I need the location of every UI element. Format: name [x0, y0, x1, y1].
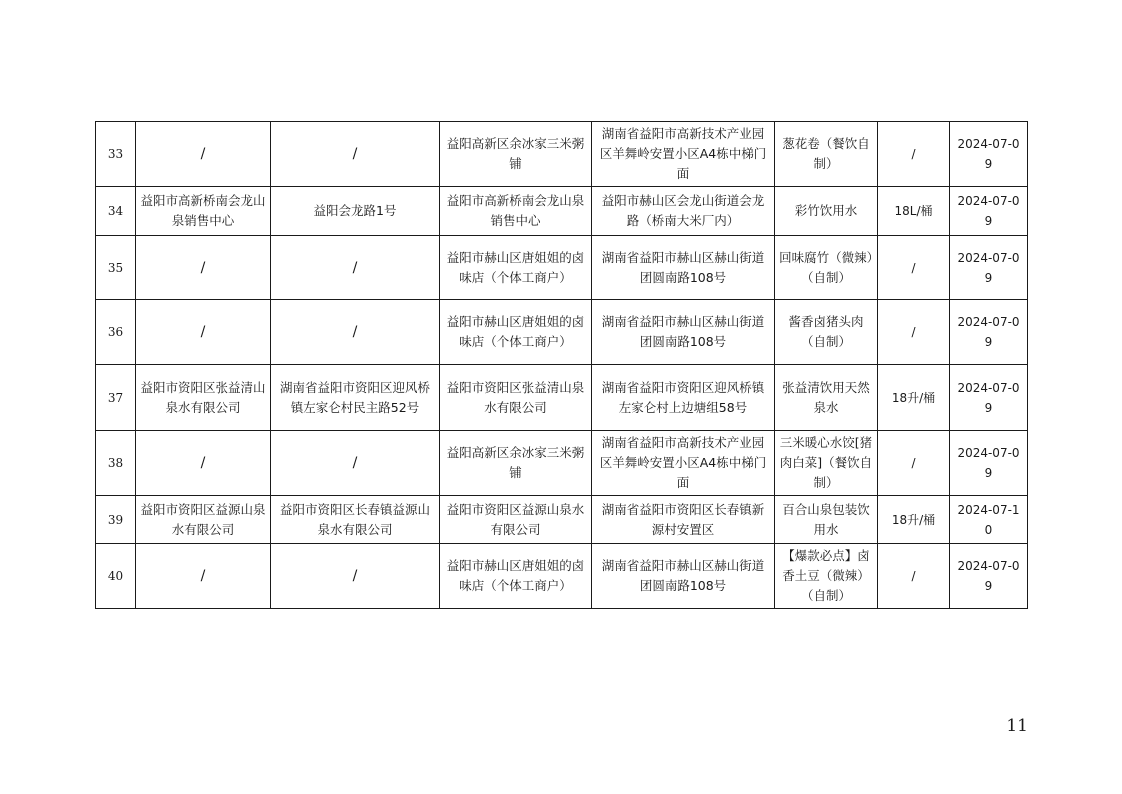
food-name-cell: 三米暖心水饺[猪肉白菜]（餐饮自制）: [775, 431, 878, 496]
sampled-unit-cell: 益阳高新区余冰家三米粥铺: [440, 122, 592, 187]
food-name-cell: 酱香卤猪头肉（自制）: [775, 300, 878, 365]
table-row: [96, 122, 1028, 187]
sampling-results-table: [95, 121, 1028, 609]
row-number-cell: 35: [96, 236, 136, 300]
producer-cell: 益阳市资阳区张益清山泉水有限公司: [136, 365, 271, 431]
producer-address-cell: /: [271, 431, 440, 496]
food-name-cell: 彩竹饮用水: [775, 187, 878, 236]
producer-address-cell: /: [271, 236, 440, 300]
producer-cell: /: [136, 236, 271, 300]
spec-cell: /: [878, 236, 950, 300]
sampled-address-cell: 益阳市赫山区会龙山街道会龙路（桥南大米厂内）: [592, 187, 775, 236]
sampled-address-cell: 湖南省益阳市高新技术产业园区羊舞岭安置小区A4栋中梯门面: [592, 122, 775, 187]
food-name-cell: 【爆款必点】卤香土豆（微辣）（自制）: [775, 544, 878, 609]
row-number-cell: 33: [96, 122, 136, 187]
date-cell: 2024-07-09: [950, 187, 1028, 236]
producer-address-cell: 益阳会龙路1号: [271, 187, 440, 236]
table-row: [96, 187, 1028, 236]
producer-cell: /: [136, 122, 271, 187]
date-cell: 2024-07-09: [950, 300, 1028, 365]
producer-address-cell: /: [271, 544, 440, 609]
date-cell: 2024-07-09: [950, 236, 1028, 300]
date-cell: 2024-07-10: [950, 496, 1028, 544]
table-row: [96, 496, 1028, 544]
producer-address-cell: /: [271, 300, 440, 365]
spec-cell: 18升/桶: [878, 496, 950, 544]
producer-cell: 益阳市高新桥南会龙山泉销售中心: [136, 187, 271, 236]
table-row: [96, 236, 1028, 300]
row-number-cell: 40: [96, 544, 136, 609]
page-number: 11: [1006, 716, 1028, 736]
date-cell: 2024-07-09: [950, 544, 1028, 609]
producer-address-cell: 益阳市资阳区长春镇益源山泉水有限公司: [271, 496, 440, 544]
row-number-cell: 39: [96, 496, 136, 544]
spec-cell: /: [878, 431, 950, 496]
producer-cell: /: [136, 300, 271, 365]
row-number-cell: 36: [96, 300, 136, 365]
sampled-unit-cell: 益阳市赫山区唐姐姐的卤味店（个体工商户）: [440, 236, 592, 300]
sampled-address-cell: 湖南省益阳市赫山区赫山街道团圆南路108号: [592, 236, 775, 300]
table-body: [96, 122, 1028, 609]
sampled-unit-cell: 益阳市高新桥南会龙山泉销售中心: [440, 187, 592, 236]
date-cell: 2024-07-09: [950, 122, 1028, 187]
sampled-unit-cell: 益阳高新区余冰家三米粥铺: [440, 431, 592, 496]
food-name-cell: 回味腐竹（微辣）（自制）: [775, 236, 878, 300]
table-row: [96, 431, 1028, 496]
spec-cell: /: [878, 122, 950, 187]
sampled-unit-cell: 益阳市赫山区唐姐姐的卤味店（个体工商户）: [440, 544, 592, 609]
food-name-cell: 葱花卷（餐饮自制）: [775, 122, 878, 187]
food-name-cell: 百合山泉包装饮用水: [775, 496, 878, 544]
producer-address-cell: 湖南省益阳市资阳区迎风桥镇左家仑村民主路52号: [271, 365, 440, 431]
spec-cell: /: [878, 544, 950, 609]
sampled-unit-cell: 益阳市赫山区唐姐姐的卤味店（个体工商户）: [440, 300, 592, 365]
sampled-address-cell: 湖南省益阳市资阳区迎风桥镇左家仑村上边塘组58号: [592, 365, 775, 431]
date-cell: 2024-07-09: [950, 431, 1028, 496]
spec-cell: 18L/桶: [878, 187, 950, 236]
producer-cell: /: [136, 544, 271, 609]
sampled-address-cell: 湖南省益阳市赫山区赫山街道团圆南路108号: [592, 300, 775, 365]
date-cell: 2024-07-09: [950, 365, 1028, 431]
sampled-address-cell: 湖南省益阳市资阳区长春镇新源村安置区: [592, 496, 775, 544]
producer-address-cell: /: [271, 122, 440, 187]
row-number-cell: 38: [96, 431, 136, 496]
sampled-address-cell: 湖南省益阳市高新技术产业园区羊舞岭安置小区A4栋中梯门面: [592, 431, 775, 496]
producer-cell: 益阳市资阳区益源山泉水有限公司: [136, 496, 271, 544]
spec-cell: /: [878, 300, 950, 365]
sampled-address-cell: 湖南省益阳市赫山区赫山街道团圆南路108号: [592, 544, 775, 609]
sampled-unit-cell: 益阳市资阳区张益清山泉水有限公司: [440, 365, 592, 431]
sampled-unit-cell: 益阳市资阳区益源山泉水有限公司: [440, 496, 592, 544]
row-number-cell: 37: [96, 365, 136, 431]
table-row: [96, 544, 1028, 609]
row-number-cell: 34: [96, 187, 136, 236]
food-name-cell: 张益清饮用天然泉水: [775, 365, 878, 431]
table-row: [96, 300, 1028, 365]
spec-cell: 18升/桶: [878, 365, 950, 431]
producer-cell: /: [136, 431, 271, 496]
table-row: [96, 365, 1028, 431]
